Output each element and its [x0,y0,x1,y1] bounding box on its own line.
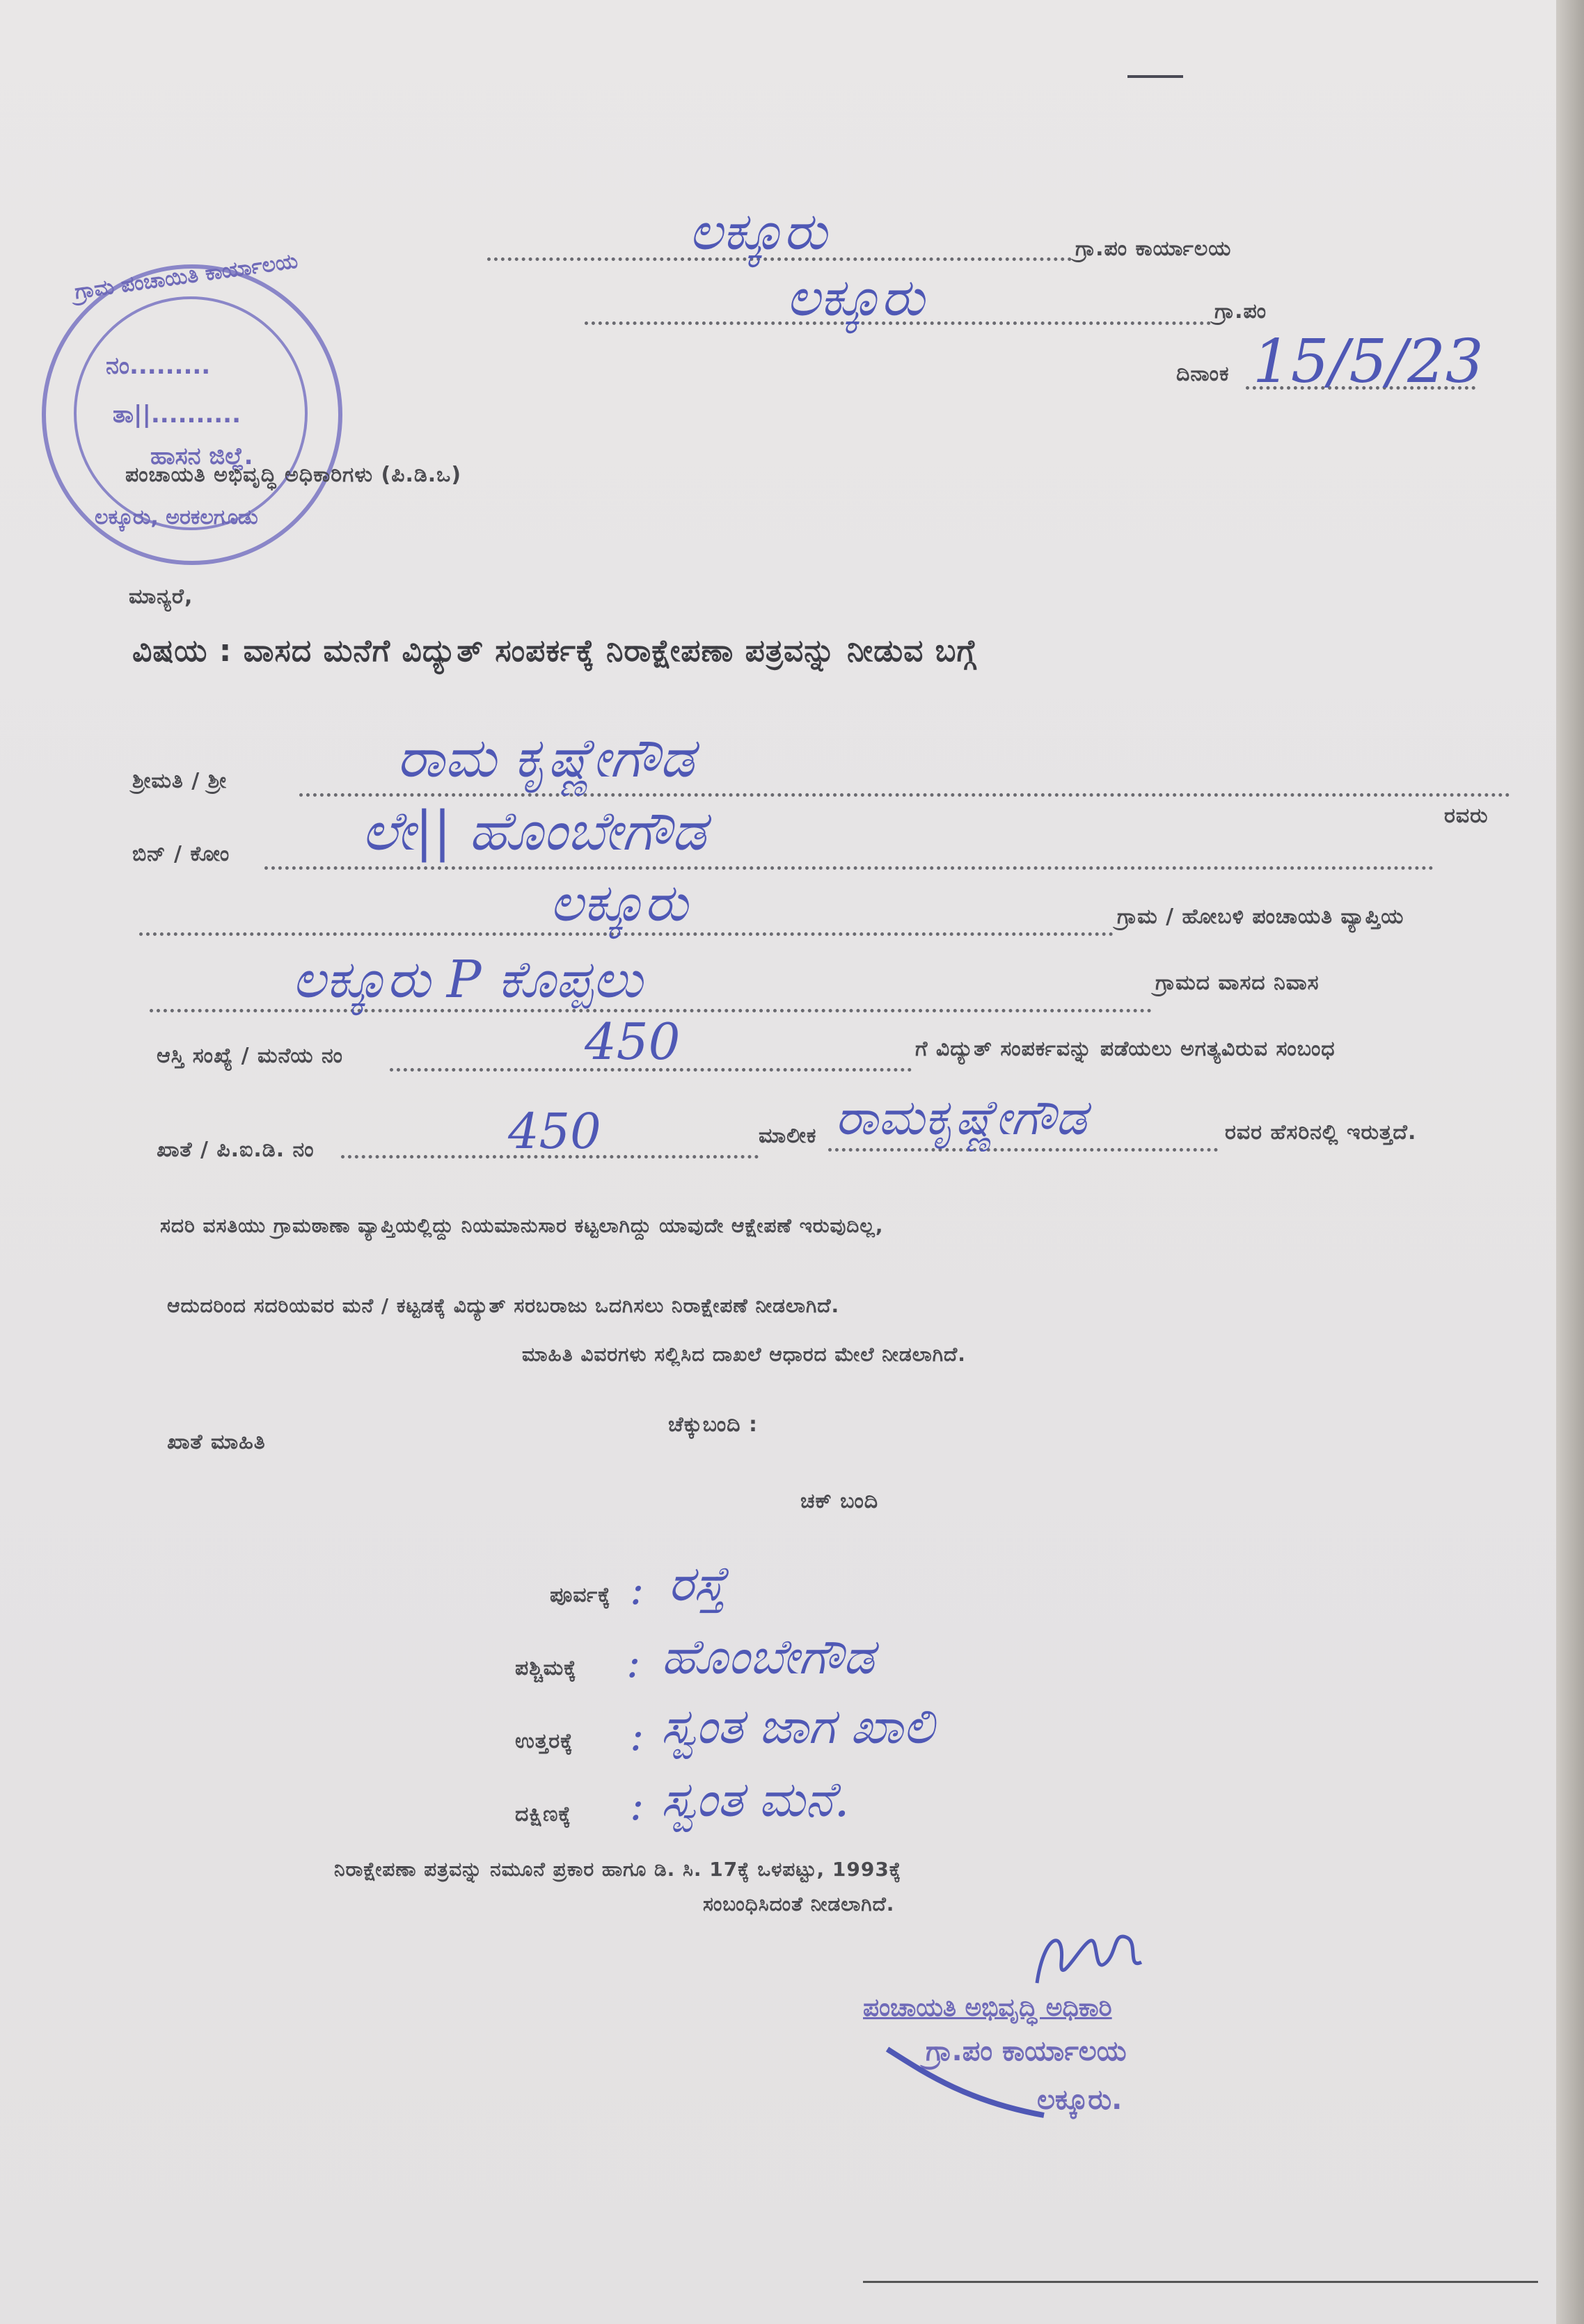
footer-note-2: ಸಂಬಂಧಿಸಿದಂತೆ ನೀಡಲಾಗಿದೆ. [703,1893,895,1916]
owner-prefix: ಮಾಲೀಕ [759,1124,817,1148]
khata-value: 450 [508,1103,601,1160]
father-label: ಬಿನ್ / ಕೋಂ [132,842,230,866]
date-value: 15/5/23 [1253,327,1484,397]
signatory-place: ಲಕ್ಕೂರು. [1037,2084,1123,2116]
boundary-south-value: ಸ್ವಂತ ಮನೆ. [661,1771,850,1828]
footer-note-1: ನಿರಾಕ್ಷೇಪಣಾ ಪತ್ರವನ್ನು ನಮೂನೆ ಪ್ರಕಾರ ಹಾಗೂ ಡಿ. ಸಿ. 17ಕ್ಕೆ ಒಳಪಟ್ಟು, 1993ಕ್ಕೆ [334,1858,902,1881]
name-value: ರಾಮ ಕೃಷ್ಣೇಗೌಡ [397,727,695,790]
father-suffix: ರವರು [1444,804,1489,828]
father-value: ಲೇ|| ಹೊಂಬೇಗೌಡ [362,800,706,863]
body-paragraph-3: ಮಾಹಿತಿ ವಿವರಗಳು ಸಲ್ಲಿಸಿದ ದಾಖಲೆ ಆಧಾರದ ಮೇಲೆ ನೀಡಲಾಗಿದೆ. [522,1343,966,1366]
boundary-east-value: ರಸ್ತೆ [668,1555,726,1612]
body-paragraph-1: ಸದರಿ ವಸತಿಯು ಗ್ರಾಮಠಾಣಾ ವ್ಯಾಪ್ತಿಯಲ್ಲಿದ್ದು ನಿಯಮಾನುಸಾರ ಕಟ್ಟಲಾಗಿದ್ದು ಯಾವುದೇ ಆಕ್ಷೇಪಣೆ ಇರುವುದಿಲ್ಲ, [160,1214,884,1237]
boundary-north-sep: : [630,1712,644,1760]
boundary-center-label: ಚೆಕ್ಕುಬಂದಿ : [668,1412,759,1437]
owner-value: ರಾಮಕೃಷ್ಣೇಗೌಡ [835,1089,1087,1146]
signatory-title: ಪಂಚಾಯತಿ ಅಭಿವೃದ್ಧಿ ಅಧಿಕಾರಿ [863,1993,1112,2022]
village-panchayat-seal [42,248,342,565]
khata-label: ಖಾತೆ / ಪಿ.ಐ.ಡಿ. ನಂ [157,1138,315,1162]
village-suffix: ಗ್ರಾಮ / ಹೋಬಳಿ ಪಂಚಾಯತಿ ವ್ಯಾಪ್ತಿಯ [1117,905,1404,929]
seal-number: ನಂ......... [106,352,211,380]
salutation: ಮಾನ್ಯರೆ, [129,584,193,609]
subject-line: ವಿಷಯ : ವಾಸದ ಮನೆಗೆ ವಿದ್ಯುತ್ ಸಂಪರ್ಕಕ್ಕೆ ನಿರಾಕ್ಷೇಪಣಾ ಪತ್ರವನ್ನು ನೀಡುವ ಬಗ್ಗೆ [132,633,977,669]
boundary-east-label: ಪೂರ್ವಕ್ಕೆ [550,1583,611,1607]
seal-taluk: ತಾ||.......... [113,401,241,429]
signatory-office: ಗ್ರಾ.ಪಂ ಕಾರ್ಯಾಲಯ [926,2035,1127,2067]
village-value: ಲಕ್ಕೂರು [550,873,688,933]
stamp-stroke [884,2046,1051,2122]
boundary-west-label: ಪಶ್ಚಿಮಕ್ಕೆ [515,1656,577,1680]
boundary-left-label: ಖಾತೆ ಮಾಹಿತಿ [167,1430,266,1454]
seal-district: ಹಾಸನ ಜಿಲ್ಲೆ. [150,443,253,470]
top-dash [1127,75,1183,78]
name-label: ಶ್ರೀಮತಿ / ಶ್ರೀ [132,769,228,793]
header-suffix-2: ಗ್ರಾ.ಪಂ [1214,299,1267,324]
boundary-south-sep: : [630,1781,644,1830]
place-suffix: ಗ್ರಾಮದ ವಾಸದ ನಿವಾಸ [1155,971,1320,995]
date-label: ದಿನಾಂಕ [1176,362,1230,386]
door-label: ಆಸ್ತಿ ಸಂಖ್ಯೆ / ಮನೆಯ ನಂ [157,1044,343,1068]
owner-suffix: ರವರ ಹೆಸರಿನಲ್ಲಿ ಇರುತ್ತದೆ. [1225,1120,1417,1145]
owner-line [828,1148,1218,1152]
door-suffix: ಗೆ ವಿದ್ಯುತ್ ಸಂಪರ್ಕವನ್ನು ಪಡೆಯಲು ಅಗತ್ಯವಿರುವ ಸಂಬಂಧ [915,1037,1336,1061]
paper-edge-shadow [1556,0,1584,2324]
boundary-sub-label: ಚಕ್ ಬಂದಿ [800,1489,879,1513]
boundary-west-sep: : [626,1639,641,1687]
header-village-2: ಲಕ್ಕೂರು [786,268,925,328]
boundary-south-label: ದಕ್ಷಿಣಕ್ಕೆ [515,1802,571,1826]
body-paragraph-2: ಆದುದರಿಂದ ಸದರಿಯವರ ಮನೆ / ಕಟ್ಟಡಕ್ಕೆ ವಿದ್ಯುತ್ ಸರಬರಾಜು ಒದಗಿಸಲು ನಿರಾಕ್ಷೇಪಣೆ ನೀಡಲಾಗಿದೆ. [167,1294,840,1317]
boundary-north-label: ಉತ್ತರಕ್ಕೆ [515,1729,573,1753]
officer-signature [1023,1920,1162,2004]
boundary-east-sep: : [630,1566,644,1614]
bottom-rule [863,2281,1538,2283]
seal-ring-text: ಗ್ರಾಮ ಪಂಚಾಯಿತಿ ಕಾರ್ಯಾಲಯ [73,248,300,305]
door-value: 450 [585,1012,681,1071]
addressee-line: ಪಂಚಾಯತಿ ಅಭಿವೃದ್ಧಿ ಅಧಿಕಾರಿಗಳು (ಪಿ.ಡಿ.ಒ) [125,463,462,487]
seal-bottom-text: ಲಕ್ಕೂರು, ಅರಕಲಗೂಡು [95,505,258,530]
father-line [264,866,1434,870]
boundary-west-value: ಹೊಂಬೇಗೌಡ [661,1628,875,1685]
header-suffix-1: ಗ್ರಾ.ಪಂ ಕಾರ್ಯಾಲಯ [1075,237,1232,261]
place-value: ಲಕ್ಕೂರು P ಕೊಪ್ಪಲು [292,950,643,1010]
name-line [299,793,1510,797]
header-village-1: ಲಕ್ಕೂರು [689,202,827,262]
boundary-north-value: ಸ್ವಂತ ಜಾಗ ಖಾಲಿ [661,1698,935,1755]
